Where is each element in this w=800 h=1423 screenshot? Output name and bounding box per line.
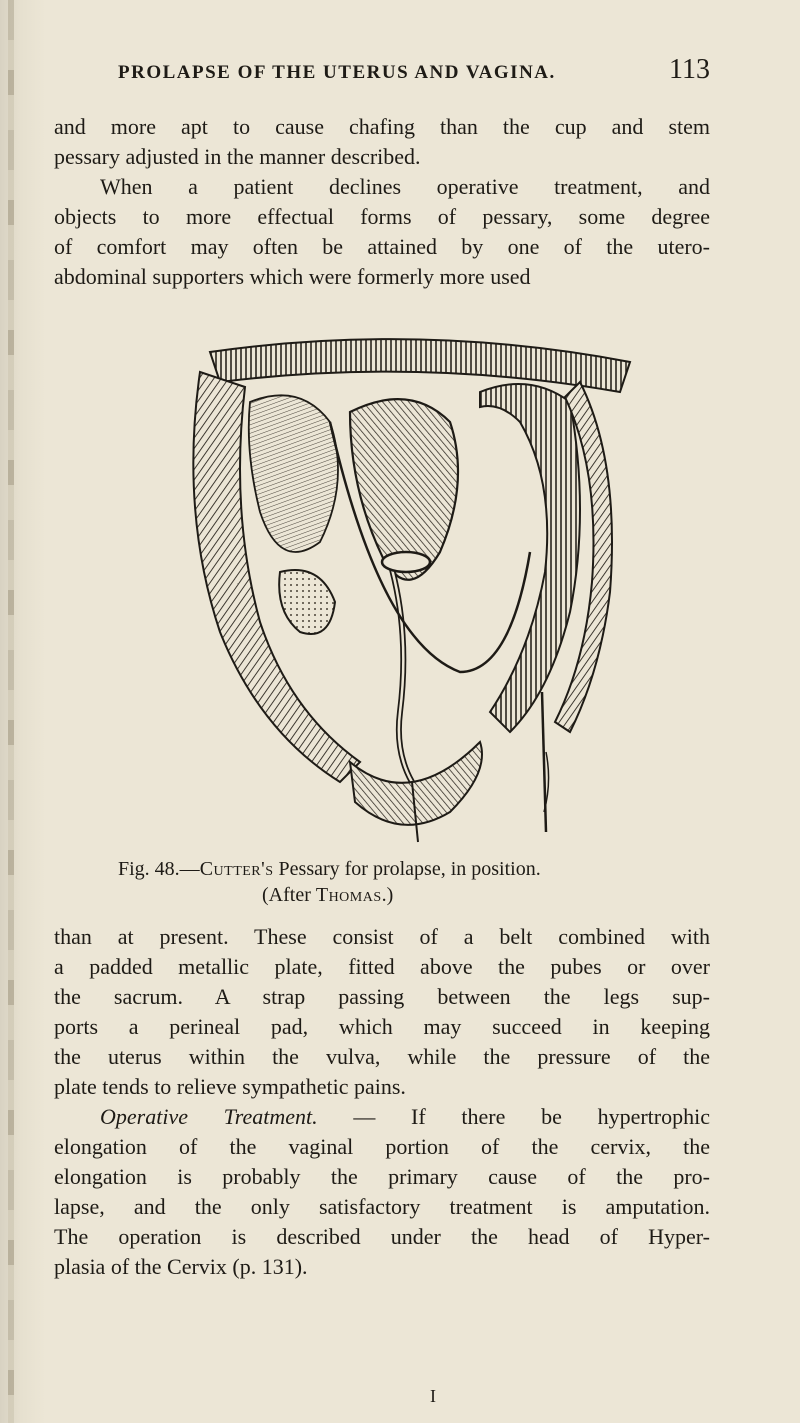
text-line: pessary adjusted in the manner described. [54,144,421,169]
running-head: PROLAPSE OF THE UTERUS AND VAGINA. [118,62,556,83]
text-line: than at present. These consist of a belt combined with [54,924,710,949]
text-line: abdominal supporters which were formerly more used [54,264,531,289]
section-heading: Operative Treatment. [100,1104,318,1129]
figure-48-illustration [150,312,690,852]
binding-edge [8,0,14,1423]
text-line: elongation is probably the primary cause of the pro- [54,1164,710,1189]
text-line [54,1102,710,1132]
bladder [249,395,338,552]
text-line: and more apt to cause chafing than the cup and stem [54,114,710,139]
text-fragment: — If there be hypertrophic [317,1104,710,1129]
figure-caption [118,858,678,881]
page-number: 113 [669,54,710,85]
paragraph-supporters [54,172,710,292]
page-gutter [0,0,46,1423]
text-line: of comfort may often be attained by one of the utero- [54,234,710,259]
abdominal-wall-band [210,339,630,392]
paragraph-belt [54,922,710,1102]
text-line: the sacrum. A strap passing between the legs sup- [54,984,710,1009]
text-line: the uterus within the vulva, while the pressure of the [54,1044,710,1069]
text-line: plasia of the Cervix (p. 131). [54,1254,308,1279]
text-line: objects to more effectual forms of pessary, some degree [54,204,710,229]
source-name: Thomas [315,884,382,906]
pessary-cup [382,552,430,572]
text-line: a padded metallic plate, fitted above the pubes or over [54,954,710,979]
text-line: plate tends to relieve sympathetic pains. [54,1074,406,1099]
source-close: .) [381,884,394,906]
text-line: lapse, and the only satisfactory treatment is amputation. [54,1194,710,1219]
page-header [118,54,710,88]
source-open: (After [262,884,316,906]
signature-mark: I [430,1386,436,1406]
caption-author: Cutter's [199,858,274,880]
caption-text: Pessary for prolapse, in position. [273,858,541,880]
pubic-bone [279,570,335,634]
text-line: ports a perineal pad, which may succeed in keeping [54,1014,710,1039]
text-line: elongation of the vaginal portion of the cervix, the [54,1134,710,1159]
figure-source [262,884,393,907]
caption-prefix: Fig. 48.— [118,858,200,880]
paragraph-continuation [54,112,710,172]
paragraph-operative [54,1102,710,1282]
text-line: The operation is described under the head of Hyper- [54,1224,710,1249]
text-line: When a patient declines operative treatment, and [100,174,710,199]
pelvis-section-engraving [150,312,690,852]
